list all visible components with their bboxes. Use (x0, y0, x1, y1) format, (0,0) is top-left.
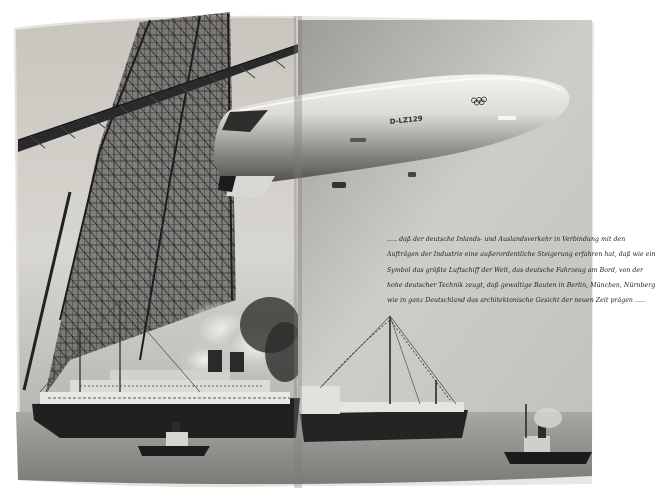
caption-line: Aufträgen der Industrie eine außerordentliche Steigerung erfahren hat, daß wie ein (387, 251, 656, 259)
left-photo (16, 12, 305, 412)
airship-registration: D-LZ129 (389, 114, 424, 126)
spine (294, 16, 302, 488)
caption-line: wie in ganz Deutschland das architektonische Gesicht der neuen Zeit prägen ..... (387, 297, 646, 305)
caption-line: ..... daß der deutsche Inlands- und Auslandsverkehr in Verbindung mit den (387, 236, 626, 243)
caption-line: Symbol das größte Luftschiff der Welt, das deutsche Fahrzeug am Bord, von der (387, 266, 644, 274)
caption-text (387, 232, 656, 308)
caption-line: hohe deutscher Technik zeugt, daß gewaltige Bauten in Berlin, München, Nürnberg (387, 281, 656, 289)
